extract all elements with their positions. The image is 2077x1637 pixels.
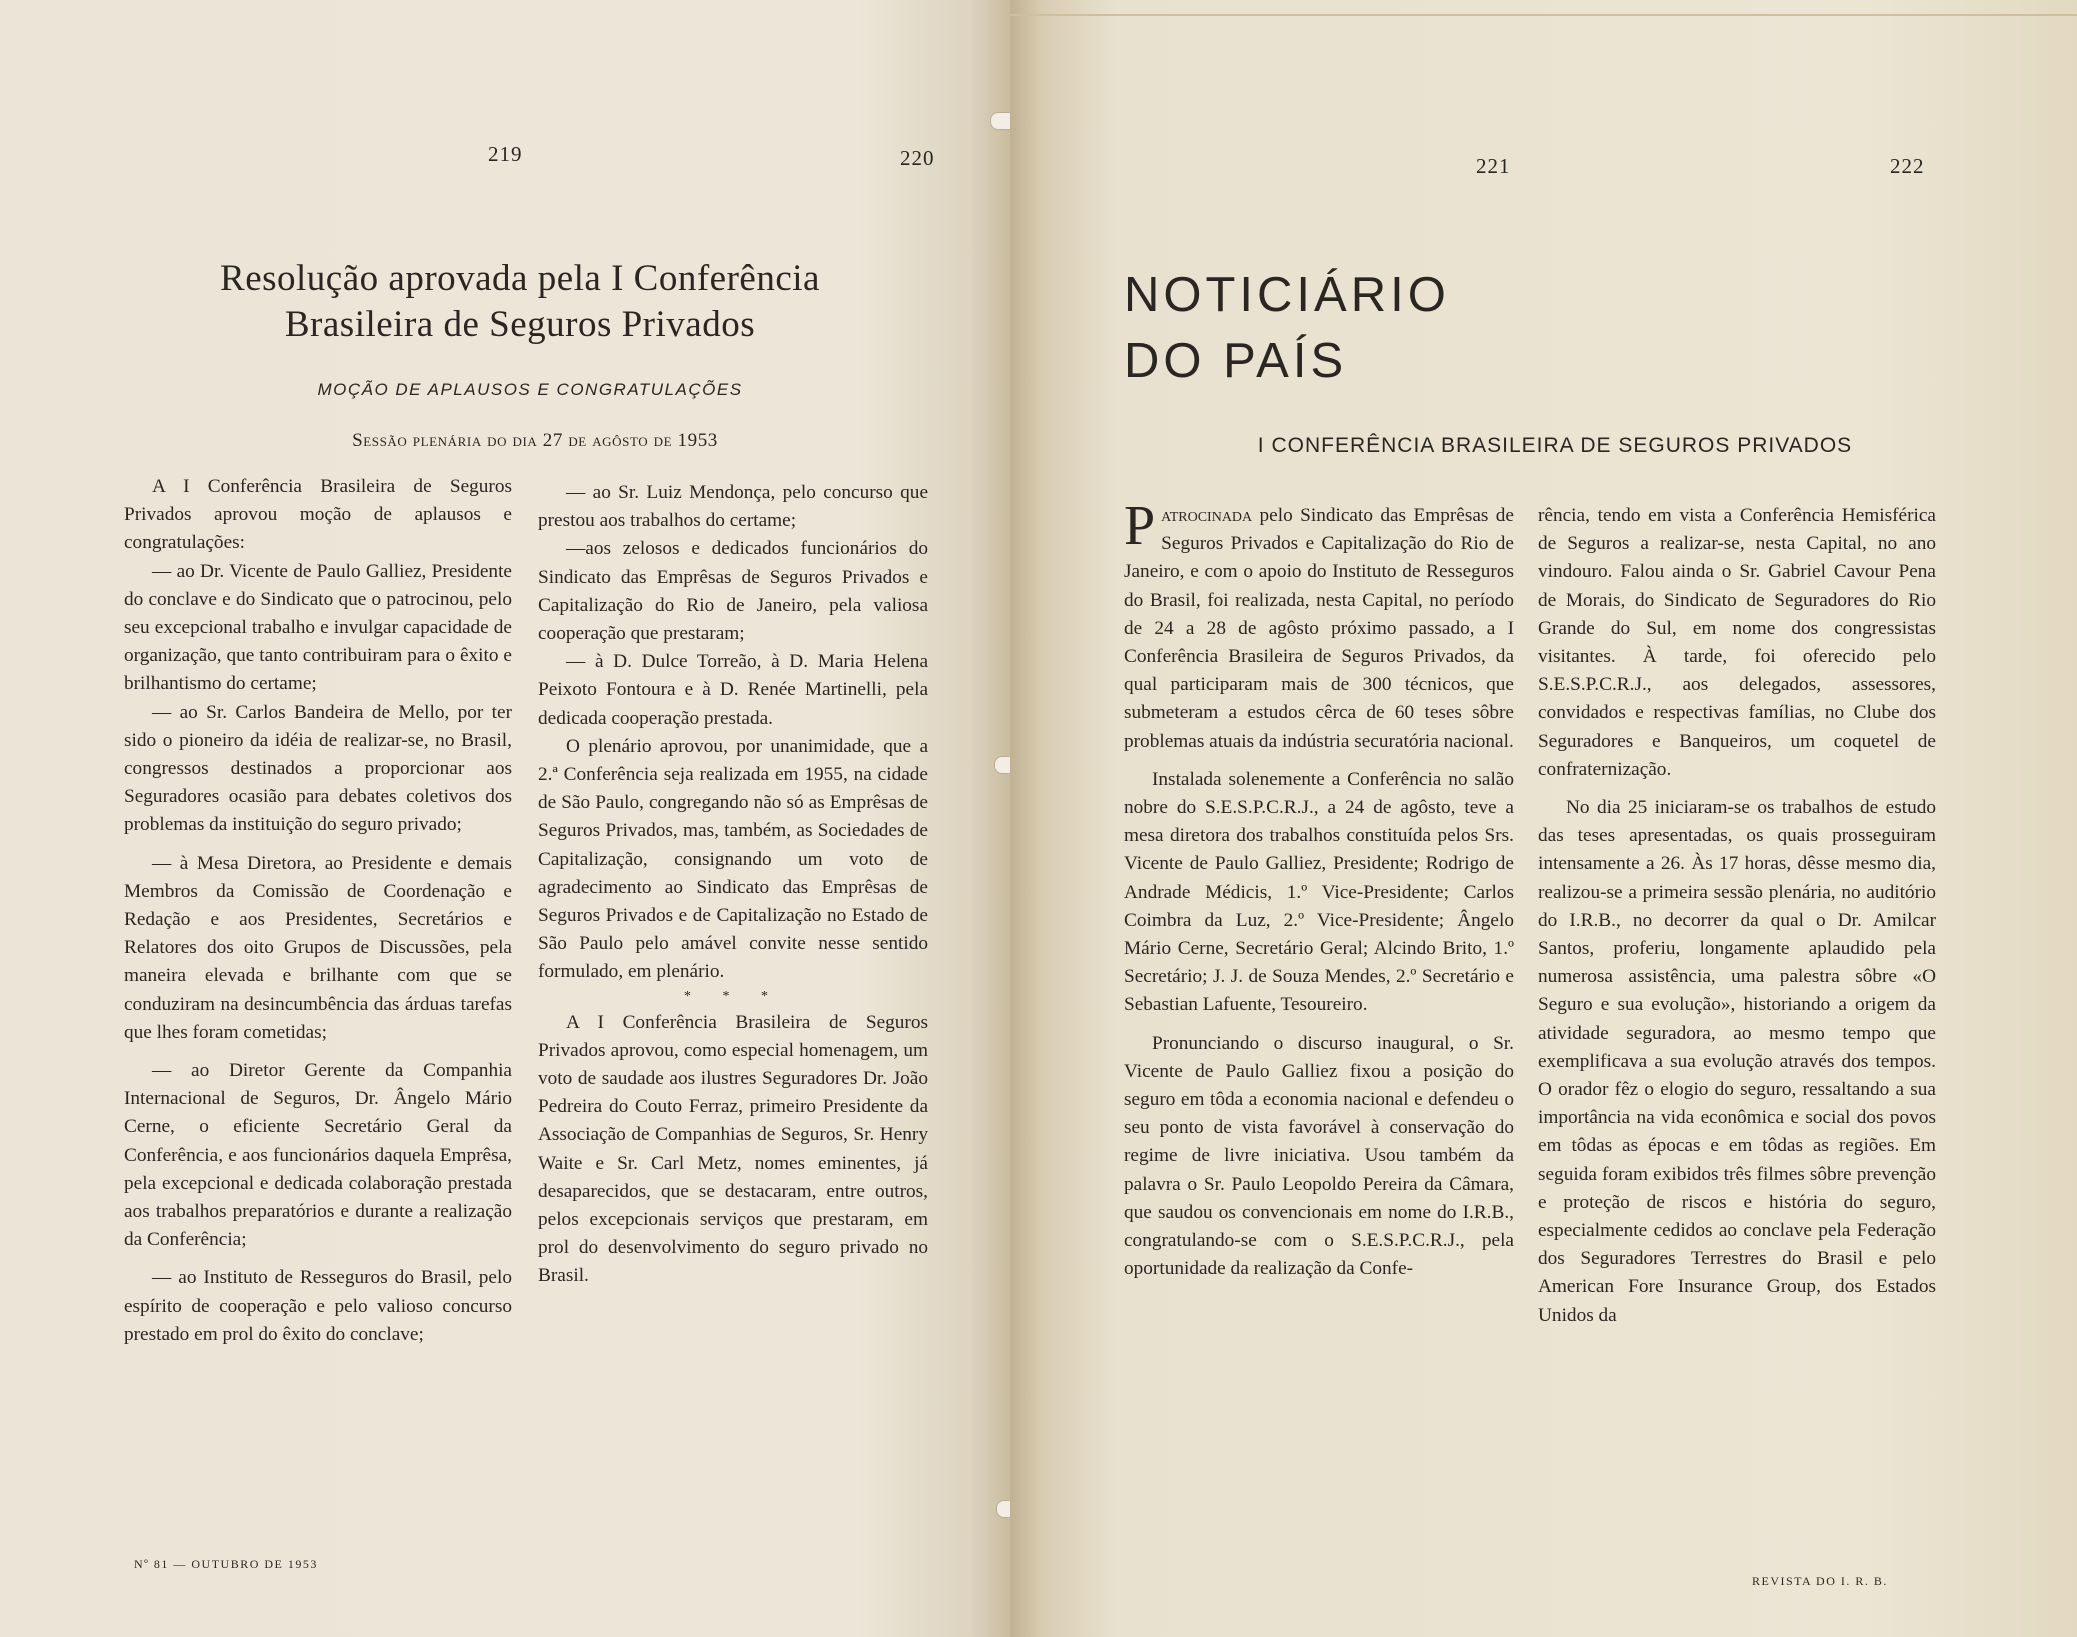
session-line: Sessão plenária do dia 27 de agôsto de 1953	[352, 430, 718, 451]
article-title-line-1: Resolução aprovada pela I Conferência	[220, 258, 820, 299]
right-page	[1010, 0, 2077, 1637]
paragraph: O plenário aprovou, por unanimidade, que a 2.ª Conferência seja realizada em 1955, na cidade de São Paulo, congregando não só as Emprêsas de Seguros Privados, mas, também, as Sociedades de Capitalização, consignando um voto de agradecimento ao Sindicato das Emprêsas de Seguros Privados e de Capitalização no Estado de São Paulo pelo amável convite nesse sentido formulado, em plenário.	[538, 735, 928, 983]
paragraph: No dia 25 iniciaram-se os trabalhos de estudo das teses apresentadas, os quais prosseguiram intensamente a 26. Às 17 horas, dêsse mesmo dia, realizou-se a primeira sessão plenária, no auditório do I.R.B., no decorrer da qual o Dr. Amilcar Santos, proferiu, longamente aplaudido pela numerosa assistência, uma palestra sôbre «O Seguro e sua evolução», historiando a origem da atividade seguradora, ao mesmo tempo que exemplificava a sua evolução através dos tempos. O orador fêz o elogio do seguro, ressaltando a sua importância na vida econômica e social dos povos em tôdas as épocas e em tôdas as regiões. Em seguida foram exibidos três filmes sôbre prevenção e proteção de riscos e história do seguro, especialmente cedidos ao conclave pela Federação dos Seguradores Terrestres do Brasil e pelo American Fore Insurance Group, dos Estados Unidos da	[1538, 797, 1936, 1326]
paragraph	[1124, 495, 1514, 756]
page-number-219: 219	[488, 142, 523, 166]
paragraph: rência, tendo em vista a Conferência Hemisférica de Seguros a realizar-se, nesta Capital, no ano vindouro. Falou ainda o Sr. Gabriel Cavour Pena de Morais, do Sindicato de Seguradores do Rio Grande do Sul, em nome dos congressistas visitantes. À tarde, foi oferecido pelo S.E.S.P.C.R.J., aos delegados, assessores, convidados e respectivas famílias, no Clube dos Seguradores e Banqueiros, um coquetel de confraternização.	[1538, 505, 1936, 780]
right-column-1	[1124, 495, 1514, 1283]
paragraph: A I Conferência Brasileira de Seguros Privados aprovou moção de aplausos e congratulações:	[124, 476, 512, 554]
page-number-220: 220	[900, 146, 935, 170]
drop-cap: P	[1124, 495, 1156, 557]
article-subtitle: MOÇÃO DE APLAUSOS E CONGRATULAÇÕES	[317, 380, 743, 399]
section-divider-stars: * * *	[684, 988, 782, 1004]
lead-word: atrocinada	[1161, 505, 1253, 526]
paragraph: — à D. Dulce Torreão, à D. Maria Helena Peixoto Fontoura e à D. Renée Martinelli, pela dedicada cooperação prestada.	[538, 651, 928, 729]
left-footer: Nº 81 — OUTUBRO DE 1953	[134, 1557, 318, 1571]
paragraph: — ao Diretor Gerente da Companhia Internacional de Seguros, Dr. Ângelo Mário Cerne, o eficiente Secretário Geral da Conferência, e aos funcionários daquela Emprêsa, pela excepcional e dedicada colaboração prestada aos trabalhos preparatórios e durante a realização da Conferência;	[124, 1060, 512, 1251]
paragraph: Instalada solenemente a Conferência no salão nobre do S.E.S.P.C.R.J., a 24 de agôsto, teve a mesa diretora dos trabalhos constituída pelos Srs. Vicente de Paulo Galliez, Presidente; Rodrigo de Andrade Médicis, 1.º Vice-Presidente; Carlos Coimbra da Luz, 2.º Vice-Presidente; Ângelo Mário Cerne, Secretário Geral; Alcindo Brito, 1.º Secretário; J. J. de Souza Mendes, 2.º Secretário e Sebastian Lafuente, Tesoureiro.	[1124, 768, 1514, 1016]
paragraph: Pronunciando o discurso inaugural, o Sr. Vicente de Paulo Galliez fixou a posição do seguro em tôda a economia nacional e defendeu o seu ponto de vista favorável à conservação do regime de livre iniciativa. Usou também da palavra o Sr. Paulo Leopoldo Pereira da Câmara, que saudou os convencionais em nome do I.R.B., congratulando-se com o S.E.S.P.C.R.J., pela oportunidade da realização da Confe-	[1124, 1032, 1514, 1280]
right-footer: REVISTA DO I. R. B.	[1752, 1574, 1888, 1588]
right-column-2	[1538, 502, 1936, 1330]
page-number-222: 222	[1890, 154, 1925, 178]
paragraph: — ao Dr. Vicente de Paulo Galliez, Presidente do conclave e do Sindicato que o patrocinou, pelo seu excepcional trabalho e invulgar capacidade de organização, que tanto contribuiram para o êxito e brilhantismo do certame;	[124, 560, 512, 695]
article-title-line-2: Brasileira de Seguros Privados	[284, 304, 756, 345]
left-page	[0, 0, 1010, 1637]
paragraph: — ao Sr. Carlos Bandeira de Mello, por ter sido o pioneiro da idéia de realizar-se, no Brasil, congressos destinados a proporcionar aos Seguradores ocasião para debates coletivos dos problemas da instituição do seguro privado;	[124, 701, 512, 836]
paragraph: — ao Sr. Luiz Mendonça, pelo concurso que prestou aos trabalhos do certame;	[538, 482, 928, 532]
paragraph: — à Mesa Diretora, ao Presidente e demais Membros da Comissão de Coordenação e Redação e aos Presidentes, Secretários e Relatores dos oito Grupos de Discussões, pela maneira elevada e brilhante com que se conduziram na desincumbência das árduas tarefas que lhes foram cometidas;	[124, 852, 512, 1043]
page-top-edge	[1010, 14, 2077, 16]
left-column-1	[124, 473, 512, 1349]
article-title	[120, 256, 920, 348]
left-column-2	[538, 479, 928, 1291]
page-number-221: 221	[1476, 154, 1511, 178]
paragraph: — ao Instituto de Resseguros do Brasil, pelo espírito de cooperação e pelo valioso concurso prestado em prol do êxito do conclave;	[124, 1267, 512, 1345]
lead-paragraph: atrocinada pelo Sindicato das Emprêsas de Seguros Privados e Capitalização do Rio de Janeiro, e com o apoio do Instituto de Resseguros do Brasil, foi realizada, nesta Capital, no período de 24 a 28 de agôsto próximo passado, a I Conferência Brasileira de Seguros Privados, da qual participaram mais de 300 técnicos, que submeteram a estudos cêrca de 60 teses sôbre problemas atuais da indústria securatória nacional.	[1124, 505, 1514, 752]
paragraph: A I Conferência Brasileira de Seguros Privados aprovou, como especial homenagem, um voto de saudade aos ilustres Seguradores Dr. João Pedreira do Couto Ferraz, primeiro Presidente da Associação de Companhias de Seguros, Sr. Henry Waite e Sr. Carl Metz, nomes eminentes, já desaparecidos, que se destacaram, entre outros, pelos excepcionais serviços que prestaram, em prol do desenvolvimento do seguro privado no Brasil.	[538, 1011, 928, 1287]
section-headline-line-1: NOTICIÁRIO	[1124, 268, 1450, 322]
conference-title: I CONFERÊNCIA BRASILEIRA DE SEGUROS PRIVADOS	[1257, 434, 1853, 457]
section-headline-line-2: DO PAÍS	[1124, 334, 1348, 388]
section-headline	[1124, 262, 1450, 394]
paragraph: —aos zelosos e dedicados funcionários do Sindicato das Emprêsas de Seguros Privados e Capitalização do Rio de Janeiro, pela valiosa cooperação que prestaram;	[538, 538, 928, 645]
